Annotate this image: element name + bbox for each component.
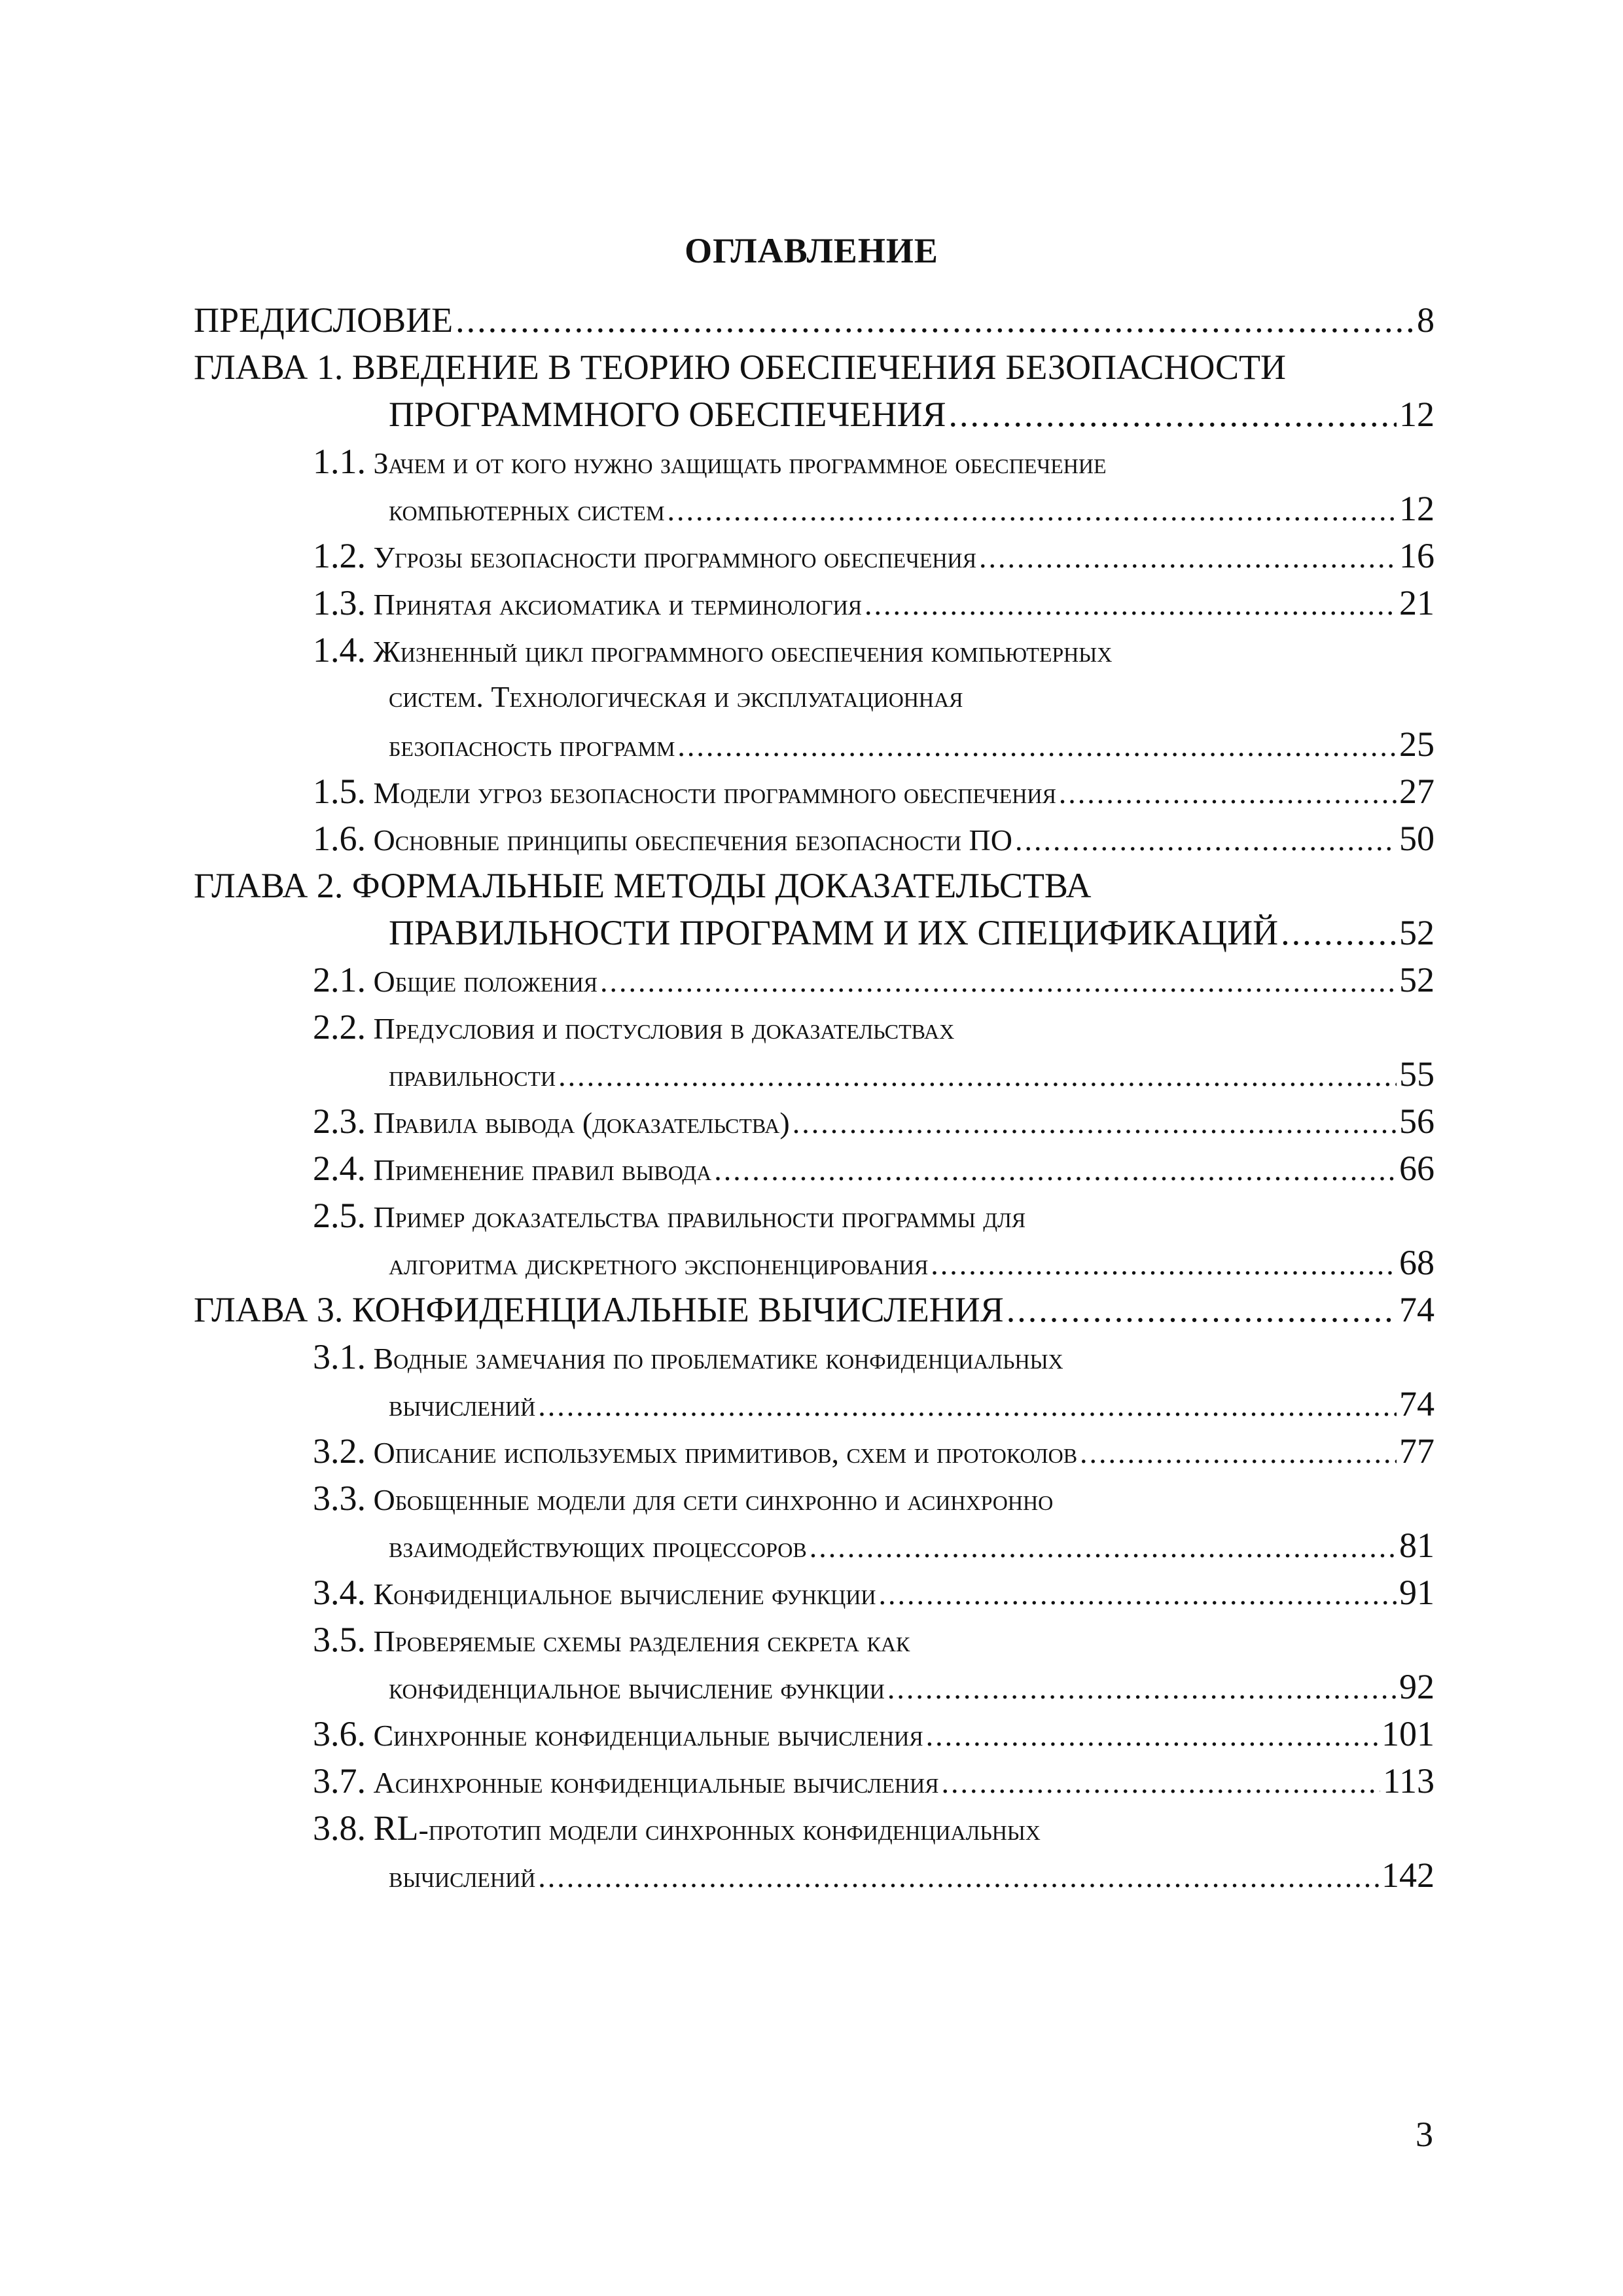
section-number: 3.5.	[313, 1620, 366, 1659]
toc-entry-section-1-1-cont[interactable]	[389, 485, 1435, 532]
section-number: 2.2.	[313, 1007, 366, 1047]
toc-entry-text: Принятая аксиоматика и терминология	[373, 588, 863, 621]
section-number: 1.5.	[313, 772, 366, 811]
toc-entry-text: Правила вывода (доказательства)	[373, 1106, 790, 1139]
dot-leader	[677, 723, 1397, 770]
dot-leader	[455, 296, 1414, 344]
toc-entry-abbrev: RL	[373, 1808, 419, 1848]
toc-entry-text: безопасность программ	[389, 729, 675, 762]
toc-entry-section-3-4[interactable]	[313, 1569, 1435, 1616]
toc-entry-text: компьютерных систем	[389, 493, 665, 527]
toc-entry-text: ГЛАВА 3. КОНФИДЕНЦИАЛЬНЫЕ ВЫЧИСЛЕНИЯ	[194, 1290, 1004, 1329]
toc-page-number: 66	[1399, 1149, 1435, 1188]
dot-leader	[887, 1665, 1397, 1712]
dot-leader	[1281, 909, 1397, 956]
toc-entry-section-3-7[interactable]	[313, 1757, 1435, 1804]
section-number: 3.1.	[313, 1337, 366, 1376]
dot-leader	[793, 1100, 1397, 1147]
dot-leader	[1007, 1286, 1397, 1333]
toc-page-number: 21	[1399, 583, 1435, 622]
toc-entry-text: алгоритма дискретного экспоненцирования	[389, 1247, 929, 1281]
dot-leader	[979, 534, 1397, 581]
section-number: 2.1.	[313, 960, 366, 999]
toc-entry-chapter-2-cont[interactable]	[389, 909, 1435, 956]
toc-entry-section-3-5[interactable]	[313, 1616, 910, 1663]
dot-leader	[558, 1052, 1397, 1100]
toc-entry-preface[interactable]	[194, 296, 1435, 344]
dot-leader	[810, 1524, 1397, 1571]
toc-entry-text: Описание используемых примитивов, схем и протоколов	[373, 1436, 1078, 1469]
toc-page-number: 81	[1399, 1526, 1435, 1565]
toc-page-number: 74	[1399, 1384, 1435, 1424]
toc-entry-section-3-3[interactable]	[313, 1475, 1053, 1522]
toc-entry-text: Применение правил вывода	[373, 1153, 712, 1187]
toc-entry-text: Пример доказательства правильности программы для	[373, 1200, 1026, 1234]
toc-page-number: 25	[1399, 725, 1435, 764]
toc-entry-section-3-2[interactable]	[313, 1427, 1435, 1475]
toc-entry-text: Угрозы безопасности программного обеспечения	[373, 541, 976, 574]
page-title: ОГЛАВЛЕНИЕ	[685, 231, 938, 270]
toc-page-number: 101	[1382, 1714, 1435, 1753]
section-number: 3.6.	[313, 1714, 366, 1753]
toc-entry-text: Асинхронные конфиденциальные вычисления	[373, 1766, 939, 1799]
section-number: 3.3.	[313, 1479, 366, 1518]
toc-entry-section-2-3[interactable]	[313, 1098, 1435, 1145]
toc-page-number: 8	[1417, 300, 1435, 340]
toc-entry-section-3-8[interactable]	[313, 1804, 1041, 1852]
toc-entry-text: Синхронные конфиденциальные вычисления	[373, 1719, 923, 1752]
toc-entry-chapter-1-cont[interactable]	[389, 391, 1435, 438]
section-number: 1.2.	[313, 536, 366, 575]
section-number: 1.3.	[313, 583, 366, 622]
toc-entry-section-3-3-cont[interactable]	[389, 1522, 1435, 1569]
toc-page-number: 50	[1399, 819, 1435, 858]
page-number: 3	[1416, 2115, 1433, 2154]
toc-entry-text: ГЛАВА 1. ВВЕДЕНИЕ В ТЕОРИЮ ОБЕСПЕЧЕНИЯ БЕЗОПАСНОСТИ	[194, 348, 1286, 387]
toc-entry-chapter-2[interactable]	[194, 862, 1091, 909]
toc-entry-text: конфиденциальное вычисление функции	[389, 1672, 885, 1705]
section-number: 1.4.	[313, 630, 366, 670]
toc-page-number: 92	[1399, 1667, 1435, 1706]
toc-page-number: 74	[1399, 1290, 1435, 1329]
toc-entry-section-1-4-cont2[interactable]	[389, 721, 1435, 768]
toc-entry-text: -прототип модели синхронных конфиденциальных	[418, 1813, 1041, 1846]
dot-leader	[600, 958, 1397, 1005]
toc-page-number: 52	[1399, 913, 1435, 952]
toc-page-number: 12	[1399, 489, 1435, 528]
toc-entry-text: ПРЕДИСЛОВИЕ	[194, 300, 454, 340]
dot-leader	[931, 1241, 1397, 1288]
toc-entry-section-2-1[interactable]	[313, 956, 1435, 1003]
toc-entry-chapter-1[interactable]	[194, 344, 1286, 391]
dot-leader	[865, 581, 1397, 628]
toc-entry-text: Конфиденциальное вычисление функции	[373, 1577, 876, 1611]
toc-entry-text: Проверяемые схемы разделения секрета как	[373, 1624, 910, 1658]
dot-leader	[1059, 770, 1397, 817]
dot-leader	[942, 1759, 1381, 1806]
toc-entry-text: Жизненный цикл программного обеспечения компьютерных	[373, 635, 1113, 668]
section-number: 1.6.	[313, 819, 366, 858]
toc-page-number: 27	[1399, 772, 1435, 811]
toc-entry-text: правильности	[389, 1059, 556, 1092]
toc-entry-section-1-6[interactable]	[313, 815, 1435, 862]
dot-leader	[538, 1382, 1397, 1429]
toc-page-number: 113	[1383, 1761, 1435, 1801]
toc-entry-text: Зачем и от кого нужно защищать программное обеспечение	[373, 446, 1107, 480]
toc-entry-chapter-3[interactable]	[194, 1286, 1435, 1333]
toc-entry-section-2-5[interactable]	[313, 1192, 1026, 1239]
dot-leader	[949, 391, 1397, 438]
toc-entry-section-2-5-cont[interactable]	[389, 1239, 1435, 1286]
toc-entry-text: Общие положения	[373, 965, 597, 998]
toc-entry-section-1-2[interactable]	[313, 532, 1435, 579]
toc-entry-text: ПРАВИЛЬНОСТИ ПРОГРАММ И ИХ СПЕЦИФИКАЦИЙ	[389, 913, 1279, 952]
section-number: 1.1.	[313, 442, 366, 481]
dot-leader	[538, 1854, 1379, 1901]
dot-leader	[878, 1571, 1397, 1618]
toc-entry-text: Обобщенные модели для сети синхронно и асинхронно	[373, 1483, 1054, 1516]
toc-page-number: 55	[1399, 1054, 1435, 1094]
toc-entry-section-3-1-cont[interactable]	[389, 1380, 1435, 1427]
toc-entry-text: систем. Технологическая и эксплуатационная	[389, 680, 963, 713]
toc-entry-section-3-5-cont[interactable]	[389, 1663, 1435, 1710]
toc-entry-section-1-4[interactable]	[313, 626, 1112, 673]
dot-leader	[926, 1712, 1379, 1759]
toc-page-number: 12	[1399, 395, 1435, 434]
toc-page-number: 68	[1399, 1243, 1435, 1282]
toc-entry-text: вычислений	[389, 1389, 536, 1422]
toc-entry-text: Модели угроз безопасности программного обеспечения	[373, 776, 1056, 810]
toc-entry-section-2-2[interactable]	[313, 1003, 954, 1050]
toc-page-number: 52	[1399, 960, 1435, 999]
section-number: 3.7.	[313, 1761, 366, 1801]
section-number: 2.4.	[313, 1149, 366, 1188]
toc-entry-section-1-3[interactable]	[313, 579, 1435, 626]
section-number: 3.4.	[313, 1573, 366, 1612]
toc-entry-section-1-4-cont[interactable]	[389, 673, 963, 721]
toc-page-number: 91	[1399, 1573, 1435, 1612]
toc-page-number: 77	[1399, 1431, 1435, 1471]
toc-page-number: 142	[1382, 1856, 1435, 1895]
toc-page-number: 56	[1399, 1102, 1435, 1141]
section-number: 3.8.	[313, 1808, 366, 1848]
toc-page-number: 16	[1399, 536, 1435, 575]
toc-entry-text: Основные принципы обеспечения безопасности ПО	[373, 823, 1012, 857]
dot-leader	[1080, 1429, 1397, 1477]
toc-entry-section-2-4[interactable]	[313, 1145, 1435, 1192]
dot-leader	[714, 1147, 1397, 1194]
section-number: 3.2.	[313, 1431, 366, 1471]
toc-entry-section-3-8-cont[interactable]	[389, 1852, 1435, 1899]
toc-entry-text: ПРОГРАММНОГО ОБЕСПЕЧЕНИЯ	[389, 395, 946, 434]
toc-entry-text: взаимодействующих процессоров	[389, 1530, 807, 1564]
toc-entry-text: вычислений	[389, 1860, 536, 1893]
toc-entry-section-2-2-cont[interactable]	[389, 1050, 1435, 1098]
section-number: 2.5.	[313, 1196, 366, 1235]
dot-leader	[668, 487, 1397, 534]
toc-entry-text: Водные замечания по проблематике конфиденциальных	[373, 1342, 1063, 1375]
toc-entry-section-1-5[interactable]	[313, 768, 1435, 815]
section-number: 2.3.	[313, 1102, 366, 1141]
toc-entry-text: Предусловия и постусловия в доказательствах	[373, 1012, 955, 1045]
dot-leader	[1015, 817, 1397, 864]
toc-entry-section-3-6[interactable]	[313, 1710, 1435, 1757]
toc-entry-text: ГЛАВА 2. ФОРМАЛЬНЫЕ МЕТОДЫ ДОКАЗАТЕЛЬСТВА	[194, 866, 1092, 905]
toc-entry-section-3-1[interactable]	[313, 1333, 1063, 1380]
toc-entry-section-1-1[interactable]	[313, 438, 1107, 485]
